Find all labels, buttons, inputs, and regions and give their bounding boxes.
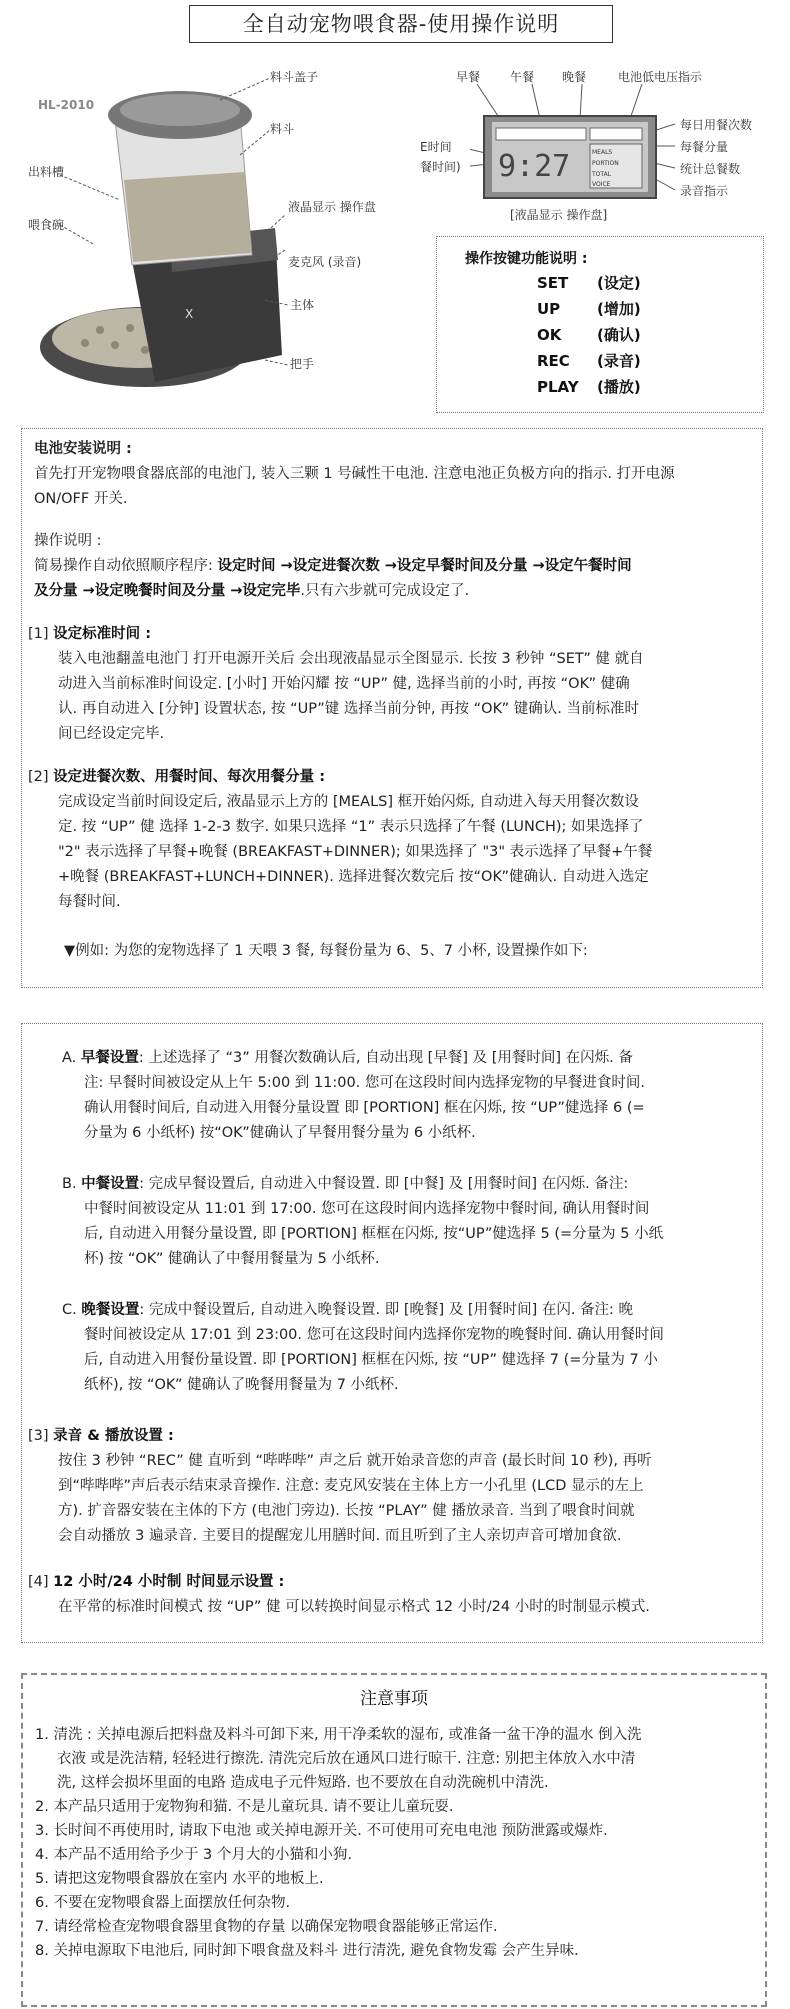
meal-c-line: 后, 自动进入用餐份量设置. 即 [PORTION] 框框在闪烁, 按 “UP” 健选择 7 (=分量为 7 小 (84, 1352, 658, 1368)
lcd-label-voice: 录音指示 (680, 184, 729, 198)
meal-a-line: 分量为 6 小纸杯) 按“OK”健确认了早餐用餐分量为 6 小纸杯. (84, 1125, 476, 1141)
meal-c-line: 餐时间被设定从 17:01 到 23:00. 您可在这段时间内选择你宠物的晚餐时间. 确认用餐时间 (84, 1327, 664, 1343)
section4-line: 在平常的标准时间模式 按 “UP” 健 可以转换时间显示格式 12 小时/24 小时的时制显示模式. (58, 1599, 650, 1615)
section2-line: "2" 表示选择了早餐+晚餐 (BREAKFAST+DINNER); 如果选择了 "3" 表示选择了早餐+午餐 (58, 844, 653, 860)
section1-line: 装入电池翻盖电池门 打开电源开关后 会出现液晶显示全图显示. 长按 3 秒钟 “SET” 健 就自 (58, 651, 644, 667)
meal-a-line-1: A. 早餐设置: 上述选择了 “3” 用餐次数确认后, 自动出现 [早餐] 及 [用餐时间] 在闪烁. 备 (62, 1050, 633, 1066)
battery-heading: 电池安装说明 : (34, 441, 132, 457)
lcd-label-time-2: 餐时间) (420, 160, 461, 174)
notice-item: 7. 请经常检查宠物喂食器里食物的存量 以确保宠物喂食器能够正常运作. (35, 1919, 498, 1935)
operation-heading: 操作说明 : (34, 533, 102, 549)
section3-line: 方). 扩音器安装在主体的下方 (电池门旁边). 长按 “PLAY” 健 播放录音. 当到了喂食时间就 (58, 1503, 635, 1519)
lcd-label-breakfast: 早餐 (456, 70, 481, 84)
lcd-caption: [液晶显示 操作盘] (510, 208, 608, 222)
operation-line-1: 简易操作自动依照顺序程序: 设定时间 →设定进餐次数 →设定早餐时间及分量 →设定午餐时间 (34, 558, 632, 574)
page-title: 全自动宠物喂食器-使用操作说明 (189, 5, 613, 43)
notice-item-cont: 衣液 或是洗洁精, 轻轻进行擦洗. 清洗完后放在通风口进行晾干. 注意: 别把主体放入水中清 (57, 1751, 636, 1767)
meal-c-line-1: C. 晚餐设置: 完成中餐设置后, 自动进入晚餐设置. 即 [晚餐] 及 [用餐时间] 在闪. 备注: 晚 (62, 1302, 634, 1318)
section1-line: 间已经设定完毕. (58, 726, 165, 742)
meal-b-line: 中餐时间被设定从 11:01 到 17:00. 您可在这段时间内选择宠物中餐时间, 确认用餐时间 (84, 1201, 650, 1217)
label-body: 主体 (290, 298, 315, 312)
lcd-label-total: 统计总餐数 (680, 162, 741, 176)
label-mic: 麦克风 (录音) (288, 255, 362, 269)
lcd-inner-total: TOTAL (592, 171, 612, 178)
meal-c-line: 纸杯), 按 “OK” 健确认了晚餐用餐量为 7 小纸杯. (84, 1377, 399, 1393)
meal-a-line: 确认用餐时间后, 自动进入用餐分量设置 即 [PORTION] 框在闪烁, 按 “UP”健选择 6 (= (84, 1100, 645, 1116)
section1-line: 动进入当前标准时间设定. [小时] 开始闪耀 按 “UP” 健, 选择当前的小时, 再按 “OK” 健确 (58, 676, 630, 692)
notice-item: 5. 请把这宠物喂食器放在室内 水平的地板上. (35, 1871, 324, 1887)
lcd-label-time-1: E时间 (420, 140, 452, 154)
battery-line-2: ON/OFF 开关. (34, 491, 128, 507)
section1-line: 认. 再自动进入 [分钟] 设置状态, 按 “UP”键 选择当前分钟, 再按 “OK” 键确认. 当前标准时 (58, 701, 639, 717)
meal-b-line: 杯) 按 “OK” 健确认了中餐用餐量为 5 小纸杯. (84, 1251, 380, 1267)
key-play: PLAY (播放) (537, 378, 641, 396)
notice-item: 6. 不要在宠物喂食器上面摆放任何杂物. (35, 1895, 291, 1911)
section3-line: 按住 3 秒钟 “REC” 健 直听到 “哔哔哔” 声之后 就开始录音您的声音 (最长时间 10 秒), 再听 (58, 1453, 652, 1469)
key-function-box (436, 236, 764, 413)
key-ok: OK (确认) (537, 326, 641, 344)
section2-line: 完成设定当前时间设定后, 液晶显示上方的 [MEALS] 框开始闪烁, 自动进入每天用餐次数设 (58, 794, 639, 810)
meal-settings-box (21, 1023, 763, 1643)
key-rec: REC (录音) (537, 352, 641, 370)
label-outlet: 出料槽 (28, 165, 65, 179)
lcd-inner-portion: PORTION (592, 160, 619, 167)
meal-b-line: 后, 自动进入用餐分量设置, 即 [PORTION] 框框在闪烁, 按“UP”健选择 5 (=分量为 5 小纸 (84, 1226, 664, 1242)
meal-a-line: 注: 早餐时间被设定从上午 5:00 到 11:00. 您可在这段时间内选择宠物的早餐进食时间. (84, 1075, 645, 1091)
lcd-inner-voice: VOICE (592, 181, 611, 188)
section3-line: 会自动播放 3 遍录音. 主要目的提醒宠儿用膳时间. 而且听到了主人亲切声音可增加食欲. (58, 1528, 622, 1544)
notice-item: 4. 本产品不适用给予少于 3 个月大的小猫和小狗. (35, 1847, 353, 1863)
section3-line: 到“哔哔哔”声后表示结束录音操作. 注意: 麦克风安装在主体上方一小孔里 (LCD 显示的左上 (58, 1478, 644, 1494)
section3-heading: [3] 录音 & 播放设置 : (28, 1428, 174, 1444)
notice-item-cont: 洗, 这样会损坏里面的电路 造成电子元件短路. 也不要放在自动洗碗机中清洗. (57, 1775, 549, 1791)
label-lcd-panel: 液晶显示 操作盘 (288, 200, 376, 214)
lcd-label-lunch: 午餐 (510, 70, 535, 84)
section2-line: 每餐时间. (58, 894, 121, 910)
battery-line-1: 首先打开宠物喂食器底部的电池门, 装入三颗 1 号碱性干电池. 注意电池正负极方向的指示. 打开电源 (34, 466, 675, 482)
lcd-label-portion: 每餐分量 (680, 140, 729, 154)
lcd-diagram (470, 84, 685, 204)
svg-text:X: X (185, 307, 194, 321)
section2-line: 定. 按 “UP” 健 选择 1-2-3 数字. 如果只选择 “1” 表示只选择了午餐 (LUNCH); 如果选择了 (58, 819, 644, 835)
label-hopper: 料斗 (270, 122, 295, 136)
notice-item: 3. 长时间不再使用时, 请取下电池 或关掉电源开关. 不可使用可充电电池 预防泄露或爆炸. (35, 1823, 608, 1839)
section1-heading: [1] 设定标准时间 : (28, 626, 152, 642)
lcd-label-dinner: 晚餐 (562, 70, 587, 84)
lcd-time-digits: 9:27 (498, 149, 571, 184)
notice-item: 2. 本产品只适用于宠物狗和猫. 不是儿童玩具. 请不要让儿童玩耍. (35, 1799, 454, 1815)
lcd-inner-meals: MEALS (592, 149, 613, 156)
operation-line-2: 及分量 →设定晚餐时间及分量 →设定完毕.只有六步就可完成设定了. (34, 583, 470, 599)
section4-heading: [4] 12 小时/24 小时制 时间显示设置 : (28, 1574, 285, 1590)
keys-title: 操作按键功能说明 : (465, 251, 588, 267)
notice-item: 8. 关掉电源取下电池后, 同时卸下喂食盘及料斗 进行清洗, 避免食物发霉 会产生异味. (35, 1943, 579, 1959)
meal-b-line-1: B. 中餐设置: 完成早餐设置后, 自动进入中餐设置. 即 [中餐] 及 [用餐时间] 在闪烁. 备注: (62, 1176, 629, 1192)
instructions-box (21, 428, 763, 988)
notice-box (21, 1673, 767, 2007)
label-handle: 把手 (290, 357, 315, 371)
example-line: ▼例如: 为您的宠物选择了 1 天喂 3 餐, 每餐份量为 6、5、7 小杯, 设置操作如下: (64, 943, 588, 959)
notice-item: 1. 清洗 : 关掉电源后把料盘及料斗可卸下来, 用干净柔软的湿布, 或准备一盆干净的温水 倒入洗 (35, 1727, 642, 1743)
product-illustration (20, 60, 440, 420)
lcd-label-meals: 每日用餐次数 (680, 118, 753, 132)
label-lid: 料斗盖子 (270, 70, 319, 84)
notice-title: 注意事项 (360, 1689, 428, 1709)
key-up: UP (增加) (537, 300, 641, 318)
lcd-label-battery: 电池低电压指示 (618, 70, 703, 84)
section2-line: +晚餐 (BREAKFAST+LUNCH+DINNER). 选择进餐次数完后 按“OK”健确认. 自动进入选定 (58, 869, 649, 885)
label-bowl: 喂食碗 (28, 218, 65, 232)
section2-heading: [2] 设定进餐次数、用餐时间、每次用餐分量 : (28, 769, 326, 785)
model-number: HL-2010 (38, 98, 95, 112)
key-set: SET (设定) (537, 274, 641, 292)
